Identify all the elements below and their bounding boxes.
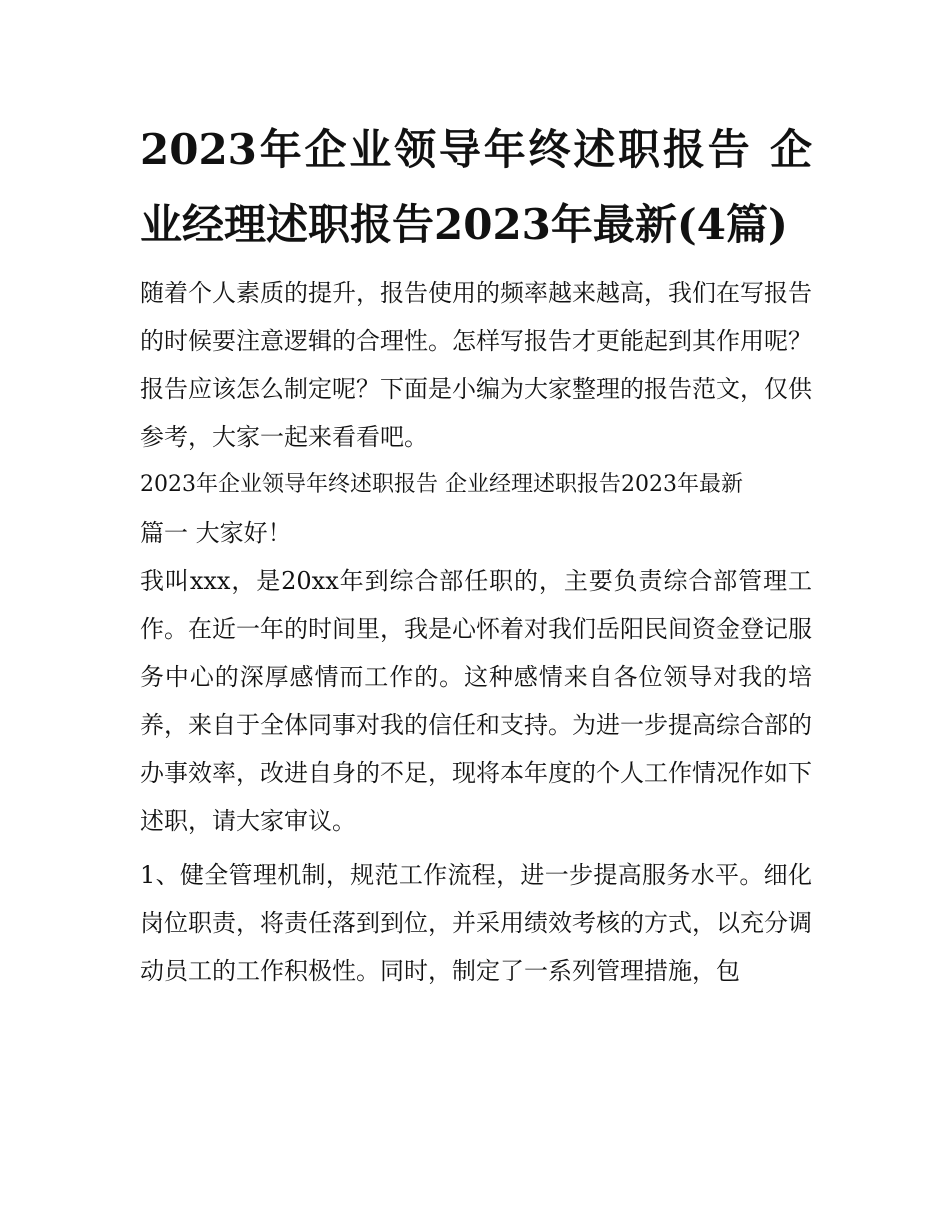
document-page xyxy=(140,112,812,995)
section-title: 篇一 大家好！ xyxy=(140,519,292,547)
document-title: 2023年企业领导年终述职报告 企业经理述职报告2023年最新(4篇) xyxy=(140,125,812,249)
body-paragraph-2: 1、健全管理机制，规范工作流程，进一步提高服务水平。细化岗位职责，将责任落到到位，并采用绩效考核的方式，以充分调动员工的工作积极性。同时，制定了一系列管理措施，包 xyxy=(140,861,812,985)
body-paragraph-1: 我叫xxx，是20xx年到综合部任职的，主要负责综合部管理工作。在近一年的时间里，我是心怀着对我们岳阳民间资金登记服务中心的深厚感情而工作的。这种感情来自各位领导对我的培养，来自于全体同事对我的信任和支持。为进一步提高综合部的办事效率，改进自身的不足，现将本年度的个人工作情况作如下述职，请大家审议。 xyxy=(140,567,812,835)
intro-paragraph: 随着个人素质的提升，报告使用的频率越来越高，我们在写报告的时候要注意逻辑的合理性。怎样写报告才更能起到其作用呢？报告应该怎么制定呢？下面是小编为大家整理的报告范文，仅供参考，大家一起来看看吧。 xyxy=(140,279,812,451)
subheading: 2023年企业领导年终述职报告 企业经理述职报告2023年最新 xyxy=(140,472,743,497)
